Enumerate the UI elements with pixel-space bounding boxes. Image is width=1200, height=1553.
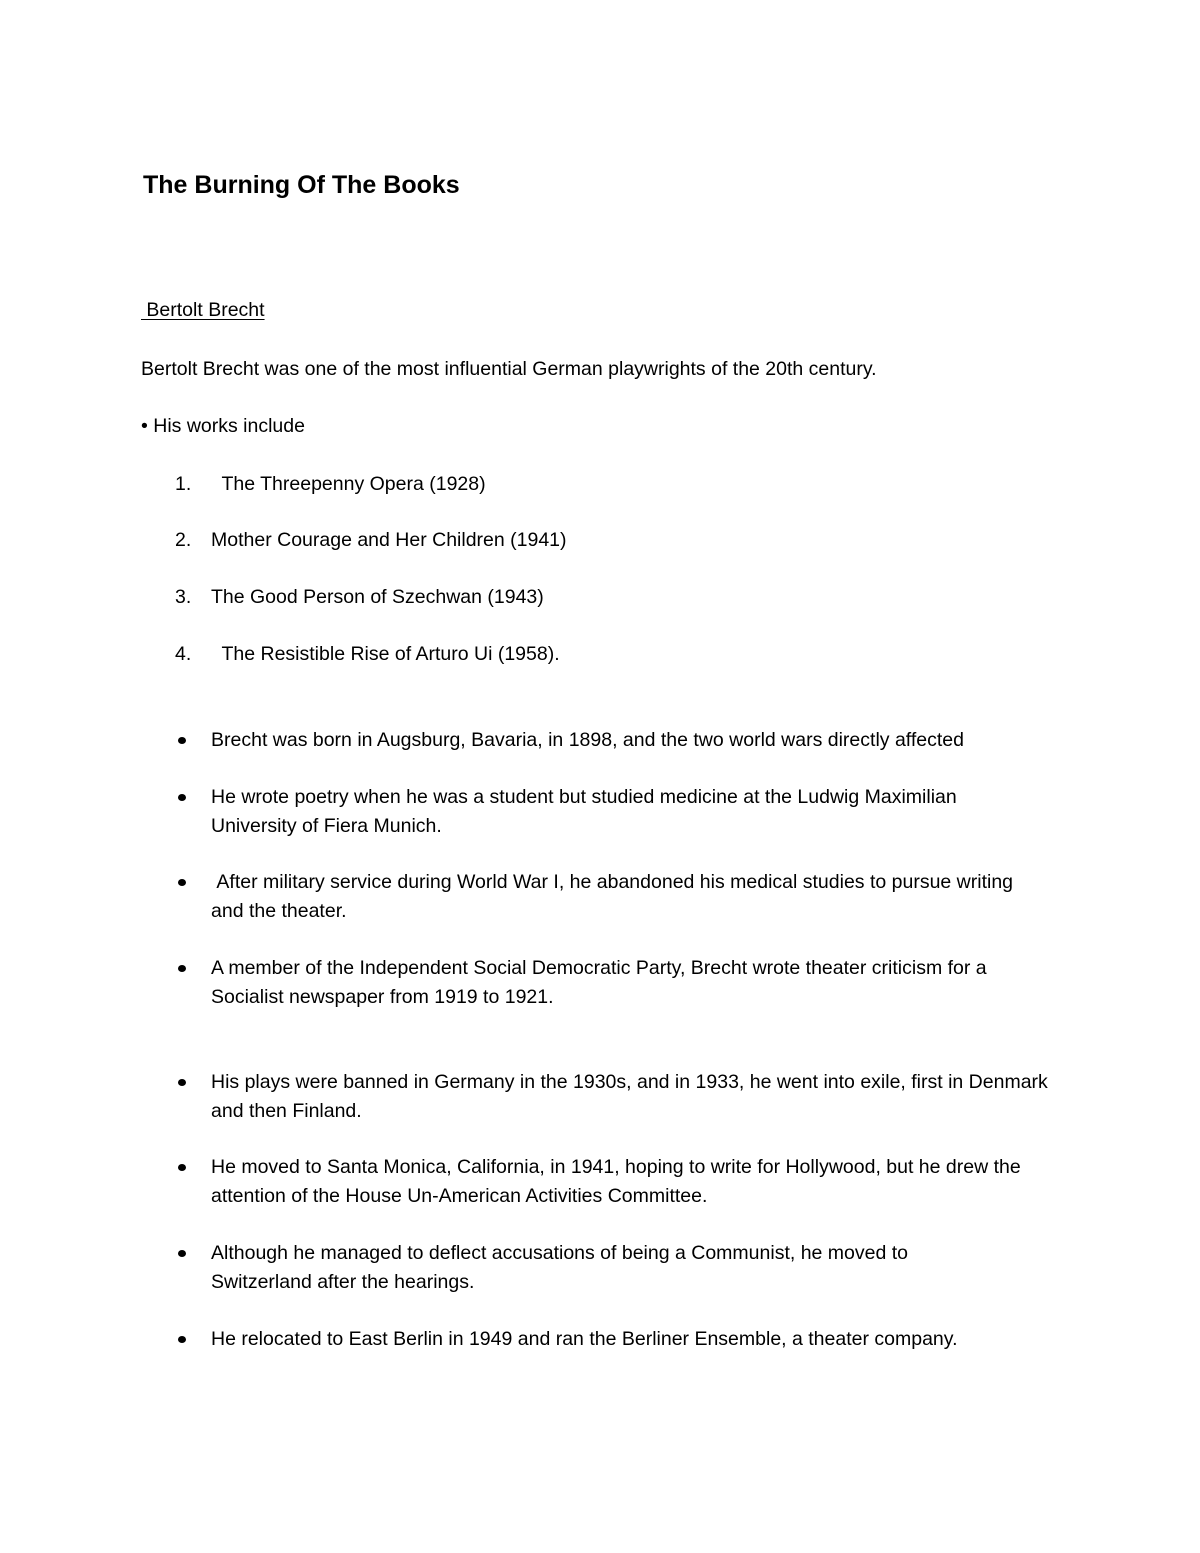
bullet-dot-icon [178,1336,186,1343]
list-number: 4. [175,643,192,665]
works-list-item [175,526,567,555]
list-number: 3. [175,586,192,608]
bullet-text: His plays were banned in Germany in the 1930s, and in 1933, he went into exile, first in Denmark and then Finland. [211,1071,1054,1122]
bullet-dot-icon [178,965,186,972]
author-heading: Bertolt Brecht [141,299,265,321]
work-title: Mother Courage and Her Children (1941) [211,529,567,551]
bullet-item [176,1325,1066,1354]
bullet-dot-icon [178,1250,186,1257]
work-title: The Resistible Rise of Arturo Ui (1958). [211,643,560,665]
bullet-item [176,954,1066,1012]
list-number: 1. [175,473,192,495]
bullet-dot-icon [178,737,186,744]
works-list-item [175,583,544,612]
bullet-text: He moved to Santa Monica, California, in 1941, hoping to write for Hollywood, but he drew the attention of the House Un-American Activities Committee. [211,1156,1027,1207]
bullet-text: He wrote poetry when he was a student but studied medicine at the Ludwig Maximilian University of Fiera Munich. [211,786,963,837]
work-title: The Threepenny Opera (1928) [211,473,486,495]
bullet-dot-icon [178,1164,186,1171]
bullet-item [176,1068,1066,1126]
intro-paragraph: Bertolt Brecht was one of the most influential German playwrights of the 20th century. [141,358,877,380]
bullet-item [176,726,1066,755]
document-title: The Burning Of The Books [143,171,460,199]
bullet-text: Although he managed to deflect accusations of being a Communist, he moved to Switzerland after the hearings. [211,1242,914,1293]
list-number: 2. [175,529,192,551]
bullet-text: After military service during World War I, he abandoned his medical studies to pursue writing and the theater. [211,871,1019,922]
bullet-item [176,783,1066,841]
bullet-item [176,1153,1066,1211]
works-intro: • His works include [141,415,305,437]
bullet-text: Brecht was born in Augsburg, Bavaria, in 1898, and the two world wars directly affected [211,729,964,751]
work-title: The Good Person of Szechwan (1943) [211,586,544,608]
works-list-item [175,470,486,499]
bullet-dot-icon [178,794,186,801]
bullet-text: He relocated to East Berlin in 1949 and ran the Berliner Ensemble, a theater company. [211,1328,958,1350]
bullet-text: A member of the Independent Social Democratic Party, Brecht wrote theater criticism for a Socialist newspaper from 1919 to 1921. [211,957,993,1008]
bullet-item [176,1239,1066,1297]
works-list-item [175,640,560,669]
bullet-item [176,868,1066,926]
bullet-dot-icon [178,1079,186,1086]
bullet-dot-icon [178,879,186,886]
